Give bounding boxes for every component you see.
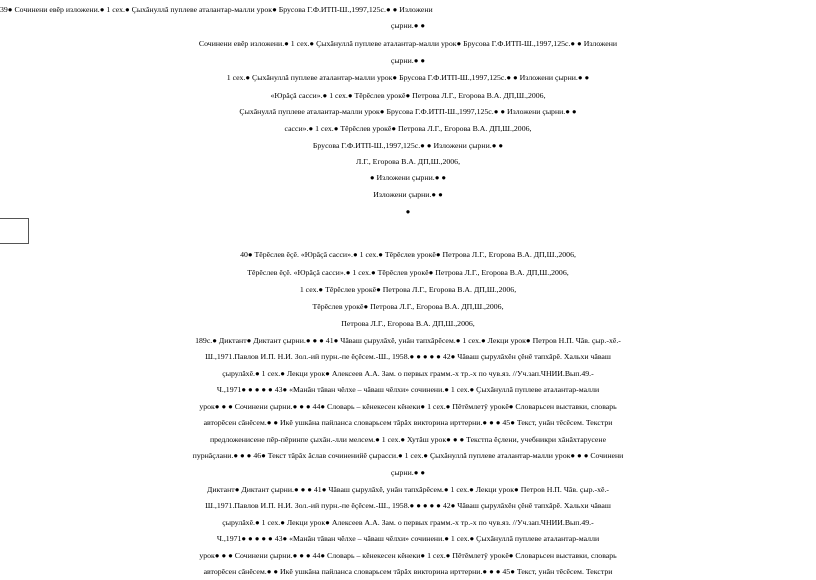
text-line-28: Диктант● Диктант çырни.● ● ● 41● Чăваш çырулăхĕ, унăн тапхăрĕсем.● 1 сех.● Лекци урок● Петров Н.П. Чăв. çыр.-хĕ.- [207, 485, 609, 494]
text-line-10: Л.Г., Егорова В.А. ДП,Ш.,2006, [355, 157, 461, 166]
text-line-26: пурнăçлани.● ● ● 46● Текст тăрăх ăслав сочиненийĕ çырасси.● 1 сех.● Çыхăнуллă пуплеве аталантар-малли урок● ● ● Сочинени [192, 451, 624, 460]
text-line-33: авторĕсен сăнĕсем.● ● Икĕ ушкăна пайланса словарьсем тăрăх викторина ирттерни.● ● ● 45● Текст, унăн тĕсĕсем. Текстри [203, 567, 613, 576]
text-line-20: Ш.,1971.Павлов И.П. Н.И. Зол.-ий пурн.-пе ĕçĕсем.-Ш., 1958.● ● ● ● ● 42● Чăваш çырулăхĕн çĕнĕ тапхăрĕ. Хальхи чăваш [205, 352, 611, 361]
text-line-18: Петрова Л.Г., Егорова В.А. ДП,Ш.,2006, [341, 319, 475, 328]
text-line-9: Брусова Г.Ф.ИТП-Ш.,1997,125с.● ● Изложени çырни.● ● [312, 141, 504, 150]
text-line-6: «Юрăçă сасси».● 1 сех.● Тĕрĕслев урокĕ● Петрова Л.Г., Егорова В.А. ДП,Ш.,2006, [270, 91, 546, 100]
text-line-17: Тĕрĕслев урокĕ● Петрова Л.Г., Егорова В.А. ДП,Ш.,2006, [312, 302, 504, 311]
text-line-11: ● Изложени çырни.● ● [369, 173, 447, 182]
frame-box [0, 218, 29, 244]
text-line-7: Çыхăнуллă пуплеве аталантар-малли урок● Брусова Г.Ф.ИТП-Ш.,1997,125с.● ● Изложени çырни.● ● [239, 107, 577, 116]
text-line-16: 1 сех.● Тĕрĕслев урокĕ● Петрова Л.Г., Егорова В.А. ДП,Ш.,2006, [299, 285, 517, 294]
text-line-8: сасси».● 1 сех.● Тĕрĕслев урокĕ● Петрова Л.Г., Егорова В.А. ДП,Ш.,2006, [284, 124, 532, 133]
text-line-19: 189с.● Диктант● Диктант çырни.● ● ● 41● Чăваш çырулăхĕ, унăн тапхăрĕсем.● 1 сех.● Лекци урок● Петров Н.П. Чăв. çыр.-хĕ.- [195, 336, 621, 345]
text-line-25: предложенисене пĕр-пĕринпе çыхăн.-лли мелсем.● 1 сех.● Хутăш урок● ● ● Текстпа ĕçлени, учебникри хăнăхтарусене [209, 435, 607, 444]
text-line-21: çырулăхĕ.● 1 сех.● Лекци урок● Алексеев А.А. Зам. о первых грамм.-х тр.-х по чув.яз. //Уч.зап.ЧНИИ.Вып.49.- [222, 369, 594, 378]
text-line-27: çырни.● ● [390, 468, 426, 477]
text-line-4: çырни.● ● [390, 56, 426, 65]
text-line-29: Ш.,1971.Павлов И.П. Н.И. Зол.-ий пурн.-пе ĕçĕсем.-Ш., 1958.● ● ● ● ● 42● Чăваш çырулăхĕн çĕнĕ тапхăрĕ. Хальхи чăваш [205, 501, 611, 510]
text-line-12: Изложени çырни.● ● [373, 190, 443, 199]
text-line-22: Ч.,1971● ● ● ● ● 43● «Манăн тăван чĕлхе – чăваш чĕлхи» сочинени.● 1 сех.● Çыхăнуллă пуплеве аталантар-малли [216, 385, 600, 394]
text-line-32: урок● ● ● Сочинени çырни.● ● ● 44● Словарь – кĕнекесен кĕнеки● 1 сех.● Пĕтĕмлетÿ урокĕ● Словарьсен выставки, словарь [199, 551, 617, 560]
text-line-30: çырулăхĕ.● 1 сех.● Лекци урок● Алексеев А.А. Зам. о первых грамм.-х тр.-х по чув.яз. //Уч.зап.ЧНИИ.Вып.49.- [222, 518, 594, 527]
text-line-2: çырни.● ● [390, 21, 426, 30]
text-line-23: урок● ● ● Сочинени çырни.● ● ● 44● Словарь – кĕнекесен кĕнеки● 1 сех.● Пĕтĕмлетÿ урокĕ● Словарьсен выставки, словарь [199, 402, 617, 411]
text-line-31: Ч.,1971● ● ● ● ● 43● «Манăн тăван чĕлхе – чăваш чĕлхи» сочинени.● 1 сех.● Çыхăнуллă пуплеве аталантар-малли [216, 534, 600, 543]
text-line-14: 40● Тĕрĕслев ĕçĕ. «Юрăçă сасси».● 1 сех.● Тĕрĕслев урокĕ● Петрова Л.Г., Егорова В.А. ДП,Ш.,2006, [240, 250, 576, 259]
text-line-24: авторĕсен сăнĕсем.● ● Икĕ ушкăна пайланса словарьсем тăрăх викторина ирттерни.● ● ● 45● Текст, унăн тĕсĕсем. Текстри [203, 418, 613, 427]
text-line-3: Сочинени евĕр изложени.● 1 сех.● Çыхăнуллă пуплеве аталантар-малли урок● Брусова Г.Ф.ИТП-Ш.,1997,125с.● ● Изложени [198, 39, 618, 48]
text-line-5: 1 сех.● Çыхăнуллă пуплеве аталантар-малли урок● Брусова Г.Ф.ИТП-Ш.,1997,125с.● ● Изложени çырни.● ● [226, 73, 590, 82]
text-line-13: ● [405, 207, 411, 216]
text-line-1: 39● Сочинени евĕр изложени.● 1 сех.● Çыхăнуллă пуплеве аталантар-малли урок● Брусова Г.Ф.ИТП-Ш.,1997,125с.● ● Изложени [0, 5, 433, 14]
text-line-15: Тĕрĕслев ĕçĕ. «Юрăçă сасси».● 1 сех.● Тĕрĕслев урокĕ● Петрова Л.Г., Егорова В.А. ДП,Ш.,2006, [247, 268, 569, 277]
